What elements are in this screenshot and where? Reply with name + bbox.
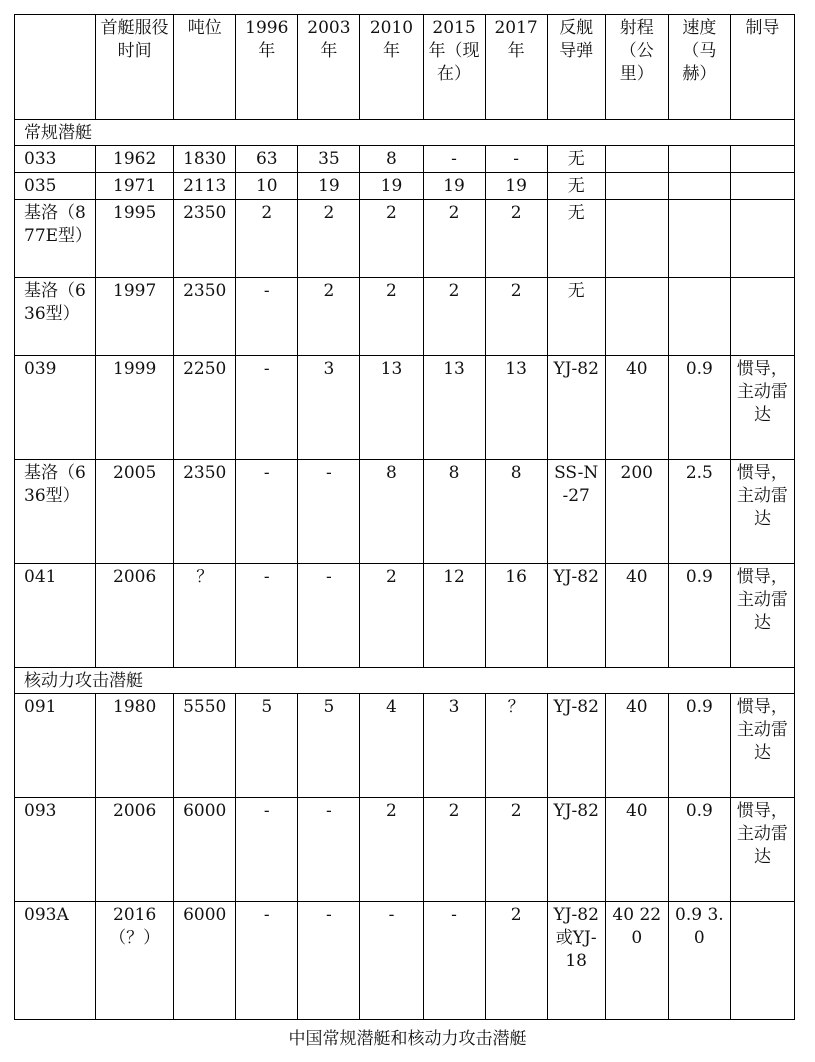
table-cell: - xyxy=(423,146,485,173)
table-cell: 10 xyxy=(236,173,298,200)
table-cell: 3 xyxy=(298,356,360,460)
table-cell: - xyxy=(298,902,360,1020)
table-cell: - xyxy=(236,460,298,564)
table-cell: 2005 xyxy=(96,460,174,564)
table-cell: 1971 xyxy=(96,173,174,200)
table-row xyxy=(15,694,795,798)
table-cell: 惯导，主动雷达 xyxy=(730,356,794,460)
table-cell: 093 xyxy=(15,798,96,902)
table-row xyxy=(15,173,795,200)
table-row xyxy=(15,564,795,668)
table-cell: 13 xyxy=(423,356,485,460)
table-cell: 8 xyxy=(485,460,547,564)
submarine-table xyxy=(14,14,795,1020)
table-caption: 中国常规潜艇和核动力攻击潜艇 xyxy=(288,1029,527,1049)
section-row xyxy=(15,668,795,694)
table-cell: 033 xyxy=(15,146,96,173)
table-cell: - xyxy=(236,356,298,460)
table-cell: 5 xyxy=(236,694,298,798)
table-cell: 2 xyxy=(360,278,423,356)
table-cell: - xyxy=(236,564,298,668)
table-cell: YJ-82 xyxy=(547,356,605,460)
table-cell: - xyxy=(360,902,423,1020)
table-cell: 0.9 xyxy=(668,798,730,902)
table-cell: 200 xyxy=(605,460,668,564)
table-cell: 2350 xyxy=(174,460,236,564)
table-cell: 惯导，主动雷达 xyxy=(730,460,794,564)
table-cell: 8 xyxy=(360,146,423,173)
table-row xyxy=(15,460,795,564)
table-cell: 惯导，主动雷达 xyxy=(730,798,794,902)
table-cell: 2 xyxy=(360,564,423,668)
table-cell: ？ xyxy=(174,564,236,668)
table-cell xyxy=(730,173,794,200)
table-cell: 12 xyxy=(423,564,485,668)
table-cell: YJ-82 xyxy=(547,798,605,902)
table-cell: YJ-82或YJ-18 xyxy=(547,902,605,1020)
table-cell: - xyxy=(236,278,298,356)
table-cell: 40 xyxy=(605,356,668,460)
table-cell: 0.9 xyxy=(668,356,730,460)
table-cell: 2 xyxy=(485,902,547,1020)
table-cell: 13 xyxy=(485,356,547,460)
table-cell: 2350 xyxy=(174,200,236,278)
table-cell xyxy=(730,200,794,278)
table-cell: 2.5 xyxy=(668,460,730,564)
table-cell: 0.9 xyxy=(668,694,730,798)
table-cell: 19 xyxy=(423,173,485,200)
table-cell xyxy=(668,146,730,173)
table-cell: 4 xyxy=(360,694,423,798)
table-cell: 基洛（877E型） xyxy=(15,200,96,278)
header-cell: 2017年 xyxy=(485,15,547,120)
table-cell xyxy=(605,173,668,200)
table-cell: 2 xyxy=(236,200,298,278)
table-cell: 2 xyxy=(423,798,485,902)
table-cell: 3 xyxy=(423,694,485,798)
header-cell: 首艇服役时间 xyxy=(96,15,174,120)
table-row xyxy=(15,902,795,1020)
table-cell: - xyxy=(298,460,360,564)
table-cell: 2 xyxy=(423,278,485,356)
table-cell: - xyxy=(298,564,360,668)
header-cell: 吨位 xyxy=(174,15,236,120)
table-cell: YJ-82 xyxy=(547,694,605,798)
table-cell: 5550 xyxy=(174,694,236,798)
table-cell: 2006 xyxy=(96,564,174,668)
table-cell: 2016（？） xyxy=(96,902,174,1020)
table-cell: 0.9 3.0 xyxy=(668,902,730,1020)
table-cell: 2250 xyxy=(174,356,236,460)
table-cell: 2 xyxy=(360,200,423,278)
header-row xyxy=(15,15,795,120)
table-cell: 1830 xyxy=(174,146,236,173)
header-cell: 2015年（现在） xyxy=(423,15,485,120)
table-row xyxy=(15,798,795,902)
table-cell: 基洛（636型） xyxy=(15,460,96,564)
table-cell xyxy=(730,146,794,173)
table-cell: 041 xyxy=(15,564,96,668)
table-cell: 惯导，主动雷达 xyxy=(730,564,794,668)
table-cell: 无 xyxy=(547,146,605,173)
header-cell xyxy=(15,15,96,120)
table-cell: 1997 xyxy=(96,278,174,356)
table-cell: 无 xyxy=(547,173,605,200)
table-cell: YJ-82 xyxy=(547,564,605,668)
table-cell: 40 xyxy=(605,694,668,798)
table-row xyxy=(15,356,795,460)
table-cell xyxy=(668,278,730,356)
table-cell: 2 xyxy=(423,200,485,278)
table-cell: 091 xyxy=(15,694,96,798)
table-cell: 8 xyxy=(360,460,423,564)
table-cell: 2006 xyxy=(96,798,174,902)
table-cell: 035 xyxy=(15,173,96,200)
table-cell: 2 xyxy=(298,200,360,278)
table-row xyxy=(15,200,795,278)
table-cell xyxy=(730,902,794,1020)
header-cell: 反舰导弹 xyxy=(547,15,605,120)
table-cell: 2113 xyxy=(174,173,236,200)
table-cell: 2 xyxy=(485,278,547,356)
table-cell: 2 xyxy=(485,200,547,278)
table-cell: 无 xyxy=(547,278,605,356)
table-cell: 40 xyxy=(605,798,668,902)
table-cell xyxy=(605,278,668,356)
table-cell: 19 xyxy=(360,173,423,200)
table-cell: 35 xyxy=(298,146,360,173)
table-cell: - xyxy=(236,798,298,902)
table-cell: 1962 xyxy=(96,146,174,173)
header-cell: 1996年 xyxy=(236,15,298,120)
table-cell: 6000 xyxy=(174,902,236,1020)
table-cell: 1995 xyxy=(96,200,174,278)
table-cell xyxy=(605,146,668,173)
table-cell: 13 xyxy=(360,356,423,460)
table-cell: 惯导，主动雷达 xyxy=(730,694,794,798)
table-cell: - xyxy=(298,798,360,902)
table-cell: 1999 xyxy=(96,356,174,460)
table-cell: ？ xyxy=(485,694,547,798)
table-cell: 无 xyxy=(547,200,605,278)
table-cell: 2 xyxy=(360,798,423,902)
table-cell: - xyxy=(236,902,298,1020)
header-cell: 制导 xyxy=(730,15,794,120)
table-cell: 093A xyxy=(15,902,96,1020)
table-cell xyxy=(668,200,730,278)
table-cell: 2 xyxy=(485,798,547,902)
table-cell: 8 xyxy=(423,460,485,564)
section-row xyxy=(15,120,795,146)
table-cell: SS-N-27 xyxy=(547,460,605,564)
table-row xyxy=(15,146,795,173)
table-cell: 63 xyxy=(236,146,298,173)
table-cell: 2350 xyxy=(174,278,236,356)
table-cell: 40 220 xyxy=(605,902,668,1020)
header-cell: 2003年 xyxy=(298,15,360,120)
header-cell: 速度（马赫） xyxy=(668,15,730,120)
section-title: 常规潜艇 xyxy=(15,120,795,146)
table-cell: 0.9 xyxy=(668,564,730,668)
header-cell: 2010年 xyxy=(360,15,423,120)
table-cell: 2 xyxy=(298,278,360,356)
table-cell xyxy=(668,173,730,200)
table-cell xyxy=(730,278,794,356)
header-cell: 射程（公里） xyxy=(605,15,668,120)
table-cell: 19 xyxy=(298,173,360,200)
table-cell: 基洛（636型） xyxy=(15,278,96,356)
table-cell: 16 xyxy=(485,564,547,668)
section-title: 核动力攻击潜艇 xyxy=(15,668,795,694)
table-cell xyxy=(605,200,668,278)
table-cell: 1980 xyxy=(96,694,174,798)
table-cell: 19 xyxy=(485,173,547,200)
table-cell: 6000 xyxy=(174,798,236,902)
table-cell: - xyxy=(423,902,485,1020)
table-cell: 5 xyxy=(298,694,360,798)
table-cell: - xyxy=(485,146,547,173)
table-cell: 40 xyxy=(605,564,668,668)
table-row xyxy=(15,278,795,356)
table-cell: 039 xyxy=(15,356,96,460)
